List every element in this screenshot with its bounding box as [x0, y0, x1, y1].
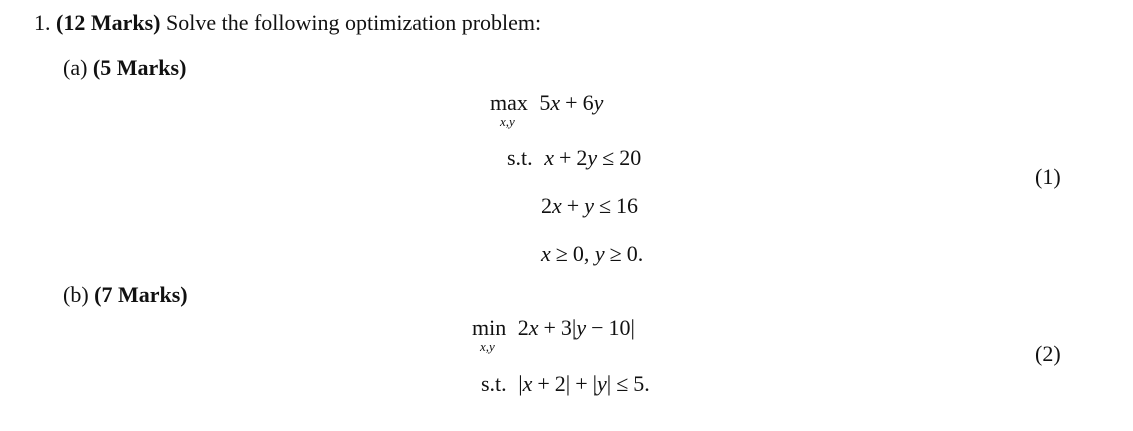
part-a-marks: (5 Marks) — [92, 55, 187, 80]
part-a-constraint-2: 2x + y ≤ 16 — [541, 193, 639, 218]
question-number: 1. — [34, 10, 51, 35]
part-b-equation-number: (2) — [1035, 341, 1061, 366]
part-b-marks: (7 Marks) — [94, 282, 188, 307]
part-b-st-label: s.t. — [481, 371, 507, 396]
part-b-objective-subscript: x,y — [480, 339, 495, 354]
part-a-objective-subscript: x,y — [500, 114, 515, 129]
part-a-constraint-3: x ≥ 0, y ≥ 0. — [541, 241, 644, 266]
part-a-label: (a) — [63, 55, 88, 80]
part-a-objective: max 5x + 6y — [490, 90, 604, 115]
part-a-objective-op: max — [490, 90, 528, 115]
part-a-st-label: s.t. — [507, 145, 533, 170]
part-b-objective-op: min — [472, 315, 507, 340]
part-a-header — [63, 57, 186, 79]
part-b-constraint-1: s.t. |x + 2| + |y| ≤ 5. — [481, 371, 650, 396]
part-a-constraint-1: s.t. x + 2y ≤ 20 — [507, 145, 642, 170]
part-b-label: (b) — [63, 282, 89, 307]
question-marks: (12 Marks) — [56, 10, 161, 35]
part-b-objective: min 2x + 3|y − 10| — [472, 315, 635, 340]
question-prompt: Solve the following optimization problem: — [165, 10, 542, 35]
part-a-equation-number: (1) — [1035, 164, 1061, 189]
part-b-header — [63, 284, 188, 306]
question-header — [34, 12, 541, 34]
